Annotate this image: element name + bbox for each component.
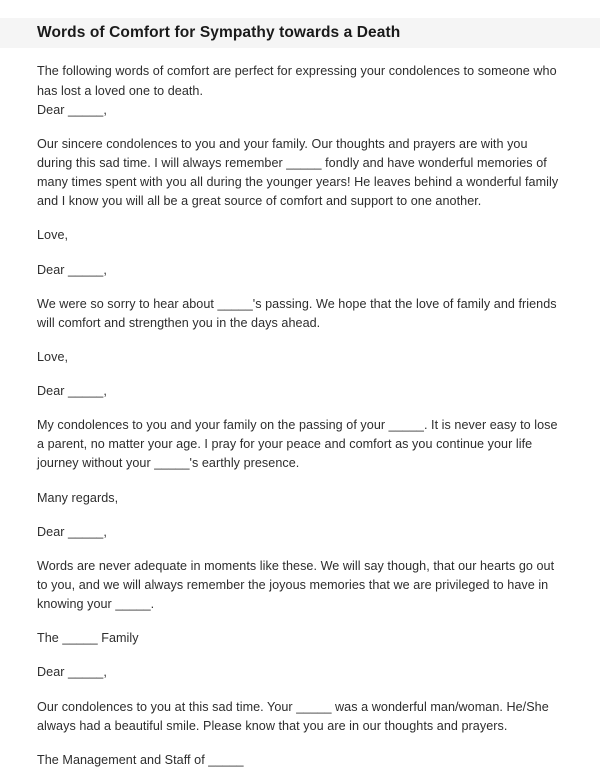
salutation-3: Dear _____, (37, 384, 107, 399)
salutation-4: Dear _____, (37, 524, 107, 539)
closing-4: The _____ Family (37, 631, 139, 646)
letter-1-body: Our sincere condolences to you and your family. Our thoughts and prayers are with you during this sad time. I will always remember _____ fondly and have wonderful memories of many times spent with you all during the younger years! He leaves behind a wonderful family and I know you will all be a great source of comfort and support to one another. (37, 136, 559, 209)
page-title: Words of Comfort for Sympathy towards a Death (37, 24, 401, 41)
closing-5: The Management and Staff of _____ (37, 752, 244, 767)
closing-1: Love, (37, 228, 69, 243)
letter-2-body: We were so sorry to hear about _____'s passing. We hope that the love of family and friends will comfort and strengthen you in the days ahead. (37, 296, 557, 330)
closing-2: Love, (37, 349, 69, 364)
salutation-2: Dear _____, (37, 262, 107, 277)
letter-3-body: My condolences to you and your family on the passing of your _____. It is never easy to lose a parent, no matter your age. I pray for your peace and comfort as you continue your life journey without your _____'s earthly presence. (37, 418, 558, 471)
letter-5-body: Our condolences to you at this sad time. Your _____ was a wonderful man/woman. He/She always had a beautiful smile. Please know that you are in our thoughts and prayers. (37, 699, 549, 733)
salutation-5: Dear _____, (37, 665, 107, 680)
document-body (37, 48, 560, 770)
letter-4-body: Words are never adequate in moments like these. We will say though, that our hearts go out to you, and we will always remember the joyous memories that we are privileged to have in knowing your _____. (37, 558, 555, 612)
letter-blocks (37, 101, 560, 770)
salutation-1: Dear _____, (37, 102, 107, 117)
closing-3: Many regards, (37, 490, 119, 505)
intro-paragraph: The following words of comfort are perfect for expressing your condolences to someone who has lost a loved one to death. (37, 64, 557, 98)
title-band (0, 18, 600, 48)
